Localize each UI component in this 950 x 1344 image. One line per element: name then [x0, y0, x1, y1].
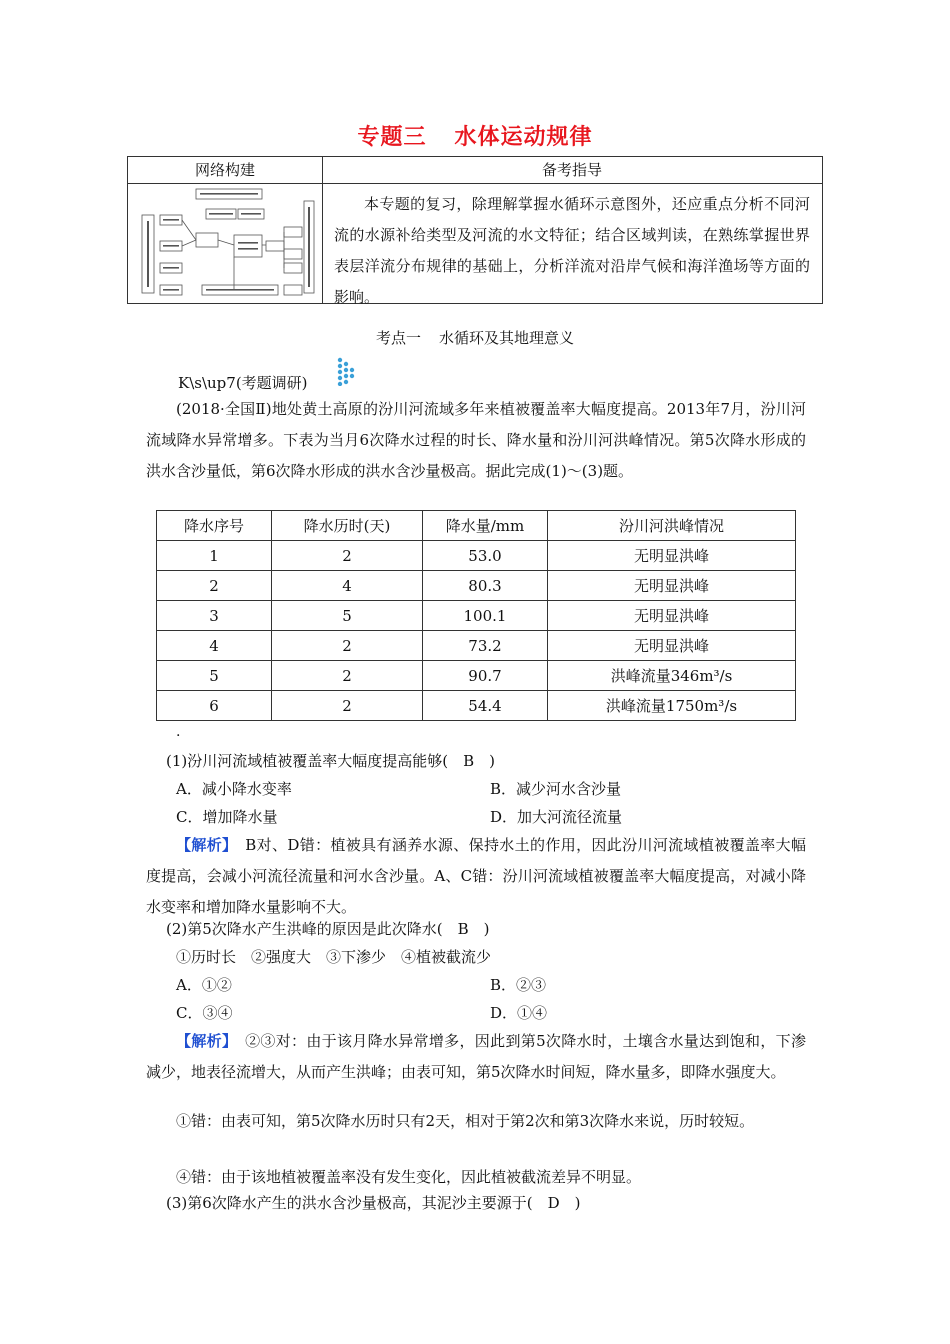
table-header: 降水历时(天)	[272, 511, 423, 541]
q1-option-b: B．减少河水含沙量	[490, 780, 622, 798]
q2-option-c: C．③④	[176, 1004, 233, 1022]
q2-option-a: A．①②	[176, 976, 232, 994]
header-network: 网络构建	[194, 161, 255, 179]
q1-option-c: C．增加降水量	[176, 808, 278, 826]
table-header: 降水量/mm	[423, 511, 548, 541]
table-row: 5 2 90.7 洪峰流量346m³/s	[157, 661, 796, 691]
table-dot: .	[176, 724, 181, 740]
q1-option-a: A．减小降水变率	[176, 780, 292, 798]
q1-analysis: 【解析】 B对、D错：植被具有涵养水源、保持水土的作用，因此汾川河流域植被覆盖率大幅度提高，会减小河流径流量和河水含沙量。A、C错：汾川河流域植被覆盖率大幅度提高，对减小降水变率和增加降水量影响不大。	[146, 836, 806, 916]
probe-label: K\s\up7(考题调研)	[178, 374, 308, 392]
guide-text: 本专题的复习，除理解掌握水循环示意图外，还应重点分析不同河流的水源补给类型及河流的水文特征；结合区域判读，在熟练掌握世界表层洋流分布规律的基础上，分析洋流对沿岸气候和海洋渔场等方面的影响。	[334, 195, 810, 306]
q1-stem: (1)汾川河流域植被覆盖率大幅度提高能够( B )	[166, 752, 495, 770]
q2-analysis: 【解析】 ②③对：由于该月降水异常增多，因此到第5次降水时，土壤含水量达到饱和，下渗减少，地表径流增大，从而产生洪峰；由表可知，第5次降水时间短，降水量多，即降水强度大。	[146, 1032, 806, 1081]
q2-note-2: ④错：由于该地植被覆盖率没有发生变化，因此植被截流差异不明显。	[176, 1168, 642, 1186]
analysis-tag: 【解析】	[176, 1032, 230, 1050]
table-row: 4 2 73.2 无明显洪峰	[157, 631, 796, 661]
q3-stem: (3)第6次降水产生的洪水含沙量极高，其泥沙主要源于( D )	[166, 1194, 581, 1212]
q2-option-d: D．①④	[490, 1004, 548, 1022]
q2-option-b: B．②③	[490, 976, 547, 994]
guide-table-header	[128, 157, 822, 184]
concept-map-image	[134, 187, 316, 299]
page-title: 专题三 水体运动规律	[357, 124, 593, 150]
header-guide: 备考指导	[541, 161, 602, 179]
precipitation-table	[156, 510, 796, 721]
arrow-icon	[336, 356, 358, 386]
table-header: 降水序号	[157, 511, 272, 541]
table-row: 2 4 80.3 无明显洪峰	[157, 571, 796, 601]
table-row: 1 2 53.0 无明显洪峰	[157, 541, 796, 571]
q2-note-1: ①错：由表可知，第5次降水历时只有2天，相对于第2次和第3次降水来说，历时较短。	[176, 1112, 755, 1130]
table-header-row	[157, 511, 796, 541]
q2-stem: (2)第5次降水产生洪峰的原因是此次降水( B )	[166, 920, 490, 938]
q1-option-d: D．加大河流径流量	[490, 808, 623, 826]
q2-options: ①历时长 ②强度大 ③下渗少 ④植被截流少	[176, 948, 492, 966]
table-header: 汾川河洪峰情况	[548, 511, 796, 541]
intro-paragraph: (2018·全国Ⅱ)地处黄土高原的汾川河流域多年来植被覆盖率大幅度提高。2013年7月，汾川河流域降水异常增多。下表为当月6次降水过程的时长、降水量和汾川河洪峰情况。第5次降水形成的洪水含沙量低，第6次降水形成的洪水含沙量极高。据此完成(1)～(3)题。	[146, 400, 806, 480]
section-heading: 考点一 水循环及其地理意义	[375, 329, 575, 347]
table-row: 6 2 54.4 洪峰流量1750m³/s	[157, 691, 796, 721]
guide-table	[127, 156, 823, 304]
analysis-tag: 【解析】	[176, 836, 230, 854]
table-row: 3 5 100.1 无明显洪峰	[157, 601, 796, 631]
